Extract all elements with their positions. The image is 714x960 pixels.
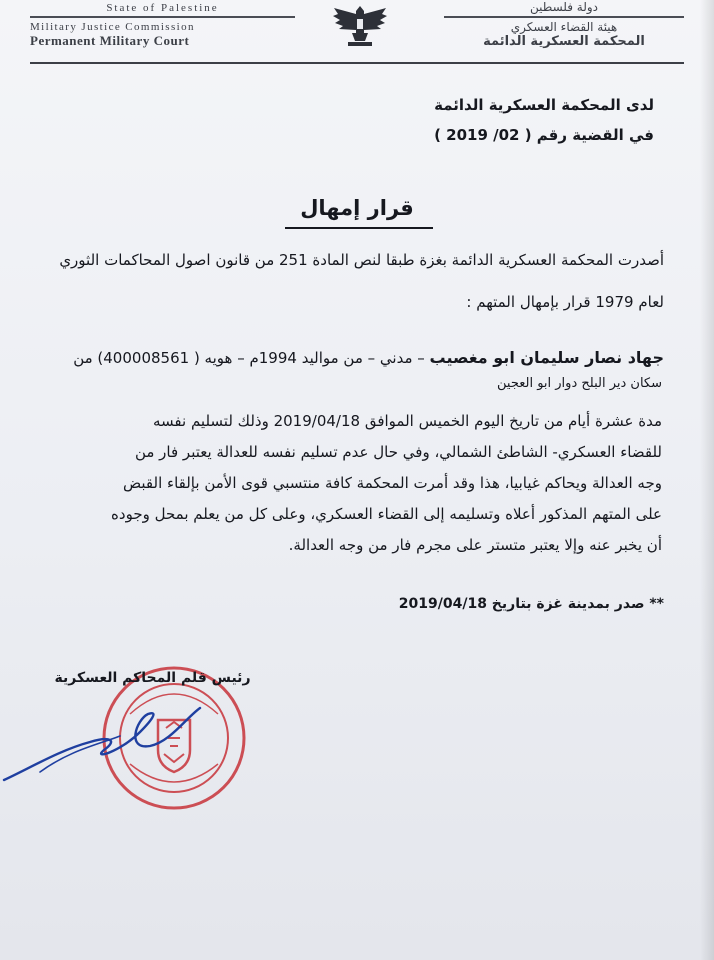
preamble-line-2: لعام 1979 قرار بإمهال المتهم : (466, 293, 664, 311)
accused-residence: سكان دير البلح دوار ابو العجين (497, 376, 662, 391)
header-arabic (444, 0, 684, 49)
eagle-emblem-icon (330, 2, 390, 48)
header-commission-ar: هيئة القضاء العسكري (510, 20, 618, 34)
case-number: في القضية رقم ( 02/ 2019 ) (434, 126, 654, 144)
header-court-en: Permanent Military Court (30, 33, 190, 48)
header-state-ar: دولة فلسطين (529, 0, 599, 14)
signer-title: رئيس قلم المحاكم العسكرية (54, 670, 251, 686)
body-line: للقضاء العسكري- الشاطئ الشمالي، وفي حال عدم تسليم نفسه للعدالة يعتبر فار من (134, 443, 662, 461)
body-line: أن يخبر عنه وإلا يعتبر متستر على مجرم فار من وجه العدالة. (288, 536, 662, 554)
header-rule-ar (444, 16, 684, 18)
body-line: على المتهم المذكور أعلاه وتسليمه إلى القضاء العسكري، وعلى كل من يعلم بمحل وجوده (111, 505, 662, 523)
decision-body (111, 406, 662, 561)
header-divider (30, 62, 684, 64)
header-rule-en (30, 16, 295, 18)
body-line: مدة عشرة أيام من تاريخ اليوم الخميس الموافق 2019/04/18 وذلك لتسليم نفسه (153, 412, 662, 430)
accused-name: جهاد نصار سليمان ابو مغصيب (429, 348, 664, 367)
accused-details: – مدني – من مواليد 1994م – هويه ( 400008561) من (73, 349, 430, 367)
header-english (30, 2, 295, 49)
preamble-line-1: أصدرت المحكمة العسكرية الدائمة بغزة طبقا لنص المادة 251 من قانون اصول المحاكمات الثوري (59, 251, 664, 269)
header-state-en: State of Palestine (106, 2, 219, 14)
body-line: وجه العدالة ويحاكم غيابيا، هذا وقد أمرت المحكمة كافة منتسبي قوى الأمن بإلقاء القبض (123, 474, 662, 492)
page-edge-shadow (700, 0, 714, 960)
signature-icon (0, 680, 210, 790)
issued-date-line: ** صدر بمدينة غزة بتاريخ 2019/04/18 (398, 596, 664, 612)
accused-line (73, 348, 664, 367)
header-court-ar: المحكمة العسكرية الدائمة (483, 34, 645, 49)
addressee-court: لدى المحكمة العسكرية الدائمة (434, 96, 654, 114)
title-underline (285, 227, 433, 229)
header-commission-en: Military Justice Commission (30, 21, 195, 33)
document-title: قرار إمهال (300, 196, 414, 220)
